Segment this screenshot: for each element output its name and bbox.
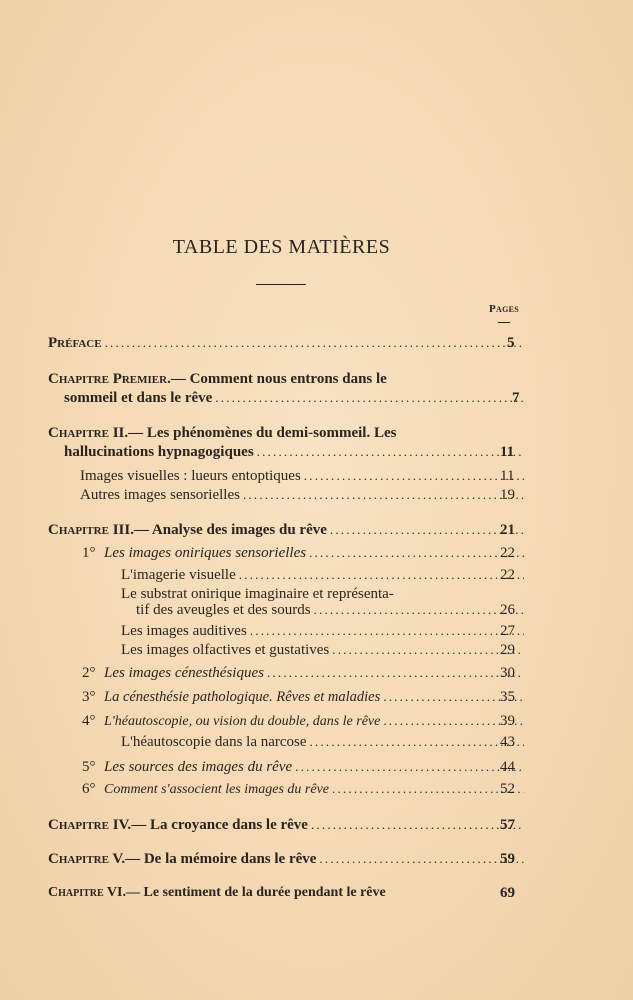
toc-entry-page: 59 <box>500 851 515 867</box>
toc-section-number: 5° <box>82 759 96 775</box>
toc-entry-label: Le substrat onirique imaginaire et représenta- <box>121 586 394 602</box>
toc-entry-page: 22 <box>500 567 515 583</box>
toc-chapter-number: Chapitre III. <box>48 522 134 538</box>
leader-dots <box>257 443 524 461</box>
leader-dots <box>311 816 524 834</box>
toc-entry-section[interactable] <box>82 664 528 682</box>
toc-entry-page: 26 <box>500 602 515 618</box>
toc-chapter-number: Chapitre IV. <box>48 817 132 833</box>
toc-chapter-number: Chapitre V. <box>48 851 126 867</box>
toc-entry-label: tif des aveugles et des sourds <box>136 602 311 618</box>
leader-dots <box>319 850 524 868</box>
toc-chapter-number: Chapitre VI. <box>48 885 126 900</box>
toc-entry-label: Les sources des images du rêve <box>104 759 293 775</box>
toc-entry-chapter-2-cont <box>64 443 528 461</box>
toc-entry-page: 5 <box>507 335 515 351</box>
toc-entry-label: — Les phénomènes du demi-sommeil. Les <box>128 425 397 441</box>
leader-dots <box>295 758 524 776</box>
toc-entry-section[interactable] <box>82 712 528 731</box>
toc-entry-chapter-6[interactable] <box>48 884 528 902</box>
toc-entry-label: hallucinations hypnagogiques <box>64 444 254 460</box>
leader-dots <box>310 733 524 751</box>
toc-entry-page: 69 <box>500 885 515 901</box>
toc-section-number: 2° <box>82 665 96 681</box>
toc-entry-label: L'imagerie visuelle <box>121 567 236 583</box>
toc-entry-label: Autres images sensorielles <box>80 487 240 503</box>
toc-entry-page: 52 <box>500 781 515 797</box>
toc-entry-label: Comment s'associent les images du rêve <box>104 782 330 797</box>
toc-entry-label: L'héautoscopie dans la narcose <box>121 734 307 750</box>
toc-entry-label: Les images cénesthésiques <box>104 665 264 681</box>
toc-entry-label: sommeil et dans le rêve <box>64 390 213 406</box>
toc-entry-section[interactable] <box>82 758 528 776</box>
leader-dots <box>332 641 524 659</box>
toc-entry-chapter-2[interactable] <box>48 424 528 442</box>
toc-entry-label: — La croyance dans le rêve <box>131 817 308 833</box>
toc-entry-page: 21 <box>500 522 515 538</box>
toc-entry-label: L'héautoscopie, ou vision du double, dans le rêve <box>104 714 381 729</box>
leader-dots <box>239 566 524 584</box>
toc-entry-section[interactable] <box>82 688 528 706</box>
toc-entry-sub[interactable] <box>121 622 528 640</box>
toc-entry-label: Les images olfactives et gustatives <box>121 642 330 658</box>
pages-column-label: Pages <box>488 303 519 315</box>
page-title: TABLE DES MATIÈRES <box>172 236 391 258</box>
toc-entry-label: Les images auditives <box>121 623 247 639</box>
toc-entry-section[interactable] <box>82 780 528 799</box>
toc-entry-page: 29 <box>500 642 515 658</box>
toc-entry-label: — De la mémoire dans le rêve <box>125 851 317 867</box>
leader-dots <box>304 467 524 485</box>
toc-entry-label: — Le sentiment de la durée pendant le rêve <box>125 885 386 900</box>
toc-entry-page: 11 <box>500 444 515 460</box>
toc-entry-page: 30 <box>500 665 515 681</box>
toc-entry-label: Images visuelles : lueurs entoptiques <box>80 468 301 484</box>
toc-entry-sub[interactable] <box>80 486 528 504</box>
toc-section-number: 4° <box>82 713 96 729</box>
toc-entry-page: 44 <box>500 759 515 775</box>
toc-entry-page: 35 <box>500 689 515 705</box>
toc-section-number: 3° <box>82 689 96 705</box>
leader-dots <box>250 622 524 640</box>
toc-entry-sub[interactable] <box>80 467 528 485</box>
toc-entry-section[interactable] <box>82 544 528 562</box>
leader-dots <box>105 334 524 352</box>
leader-dots <box>330 521 524 539</box>
toc-entry-chapter-4[interactable] <box>48 816 528 834</box>
toc-entry-page: 57 <box>500 817 515 833</box>
toc-section-number: 6° <box>82 781 96 797</box>
toc-entry-chapter-1-cont <box>64 389 528 407</box>
leader-dots <box>215 389 524 407</box>
toc-entry-page: 11 <box>500 468 515 484</box>
toc-entry-page: 43 <box>500 734 515 750</box>
toc-entry-sub[interactable] <box>121 733 528 751</box>
leader-dots <box>267 664 524 682</box>
toc-entry-label: Les images oniriques sensorielles <box>104 545 307 561</box>
leader-dots <box>332 780 524 798</box>
toc-entry-sub[interactable] <box>121 566 528 584</box>
toc-entry-chapter-1[interactable] <box>48 370 528 388</box>
toc-entry-page: 27 <box>500 623 515 639</box>
toc-entry-page: 7 <box>512 390 520 406</box>
toc-section-number: 1° <box>82 545 96 561</box>
toc-chapter-number: Chapitre II. <box>48 425 129 441</box>
leader-dots <box>309 544 524 562</box>
toc-entry-sub[interactable] <box>121 641 528 659</box>
toc-chapter-number: Chapitre Premier. <box>48 371 171 387</box>
toc-entry-label: Préface <box>48 335 102 351</box>
toc-entry-page: 19 <box>500 487 515 503</box>
toc-entry-page: 22 <box>500 545 515 561</box>
toc-entry-sub-cont <box>136 601 528 619</box>
toc-entry-preface[interactable] <box>48 334 528 352</box>
toc-entry-label: La cénesthésie pathologique. Rêves et maladies <box>104 689 381 705</box>
leader-dots <box>243 486 524 504</box>
toc-entry-label: — Analyse des images du rêve <box>133 522 327 538</box>
toc-entry-chapter-3[interactable] <box>48 521 528 539</box>
toc-entry-chapter-5[interactable] <box>48 850 528 868</box>
toc-entry-page: 39 <box>500 713 515 729</box>
toc-entry-label: — Comment nous entrons dans le <box>170 371 387 387</box>
leader-dots <box>314 601 524 619</box>
